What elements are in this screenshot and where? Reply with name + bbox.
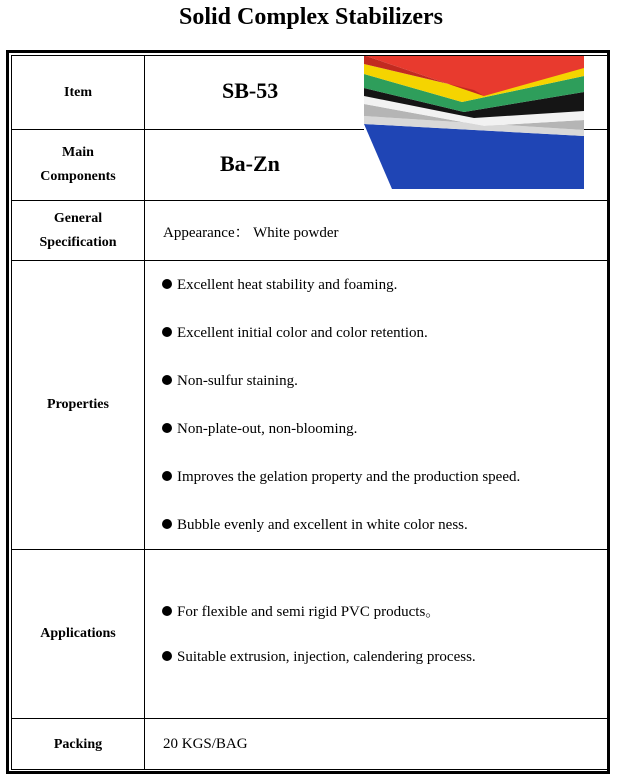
- property-item: Non-sulfur staining.: [162, 373, 298, 390]
- property-item: Bubble evenly and excellent in white color ness.: [162, 517, 468, 534]
- page-title: Solid Complex Stabilizers: [178, 4, 443, 30]
- packing-label: Packing: [53, 736, 103, 752]
- bullet-icon: [162, 423, 172, 433]
- property-item: Excellent initial color and color retention.: [162, 325, 428, 342]
- packing-value: 20 KGS/BAG: [163, 736, 248, 752]
- property-item: Improves the gelation property and the production speed.: [162, 469, 520, 486]
- general-specification-value: Appearance： White powder: [163, 225, 339, 241]
- bullet-icon: [162, 651, 172, 661]
- general-specification-label: General Specification: [39, 210, 117, 250]
- application-item: Suitable extrusion, injection, calendering process.: [162, 649, 476, 666]
- bullet-icon: [162, 471, 172, 481]
- bullet-icon: [162, 279, 172, 289]
- bullet-icon: [162, 375, 172, 385]
- property-item: Excellent heat stability and foaming.: [162, 277, 397, 294]
- main-components-value: Ba-Zn: [220, 151, 280, 176]
- item-label: Item: [64, 84, 92, 100]
- property-item: Non-plate-out, non-blooming.: [162, 421, 357, 438]
- bullet-icon: [162, 606, 172, 616]
- main-components-label: Main Components: [40, 145, 116, 184]
- product-sheets-image: [364, 56, 584, 189]
- bullet-icon: [162, 519, 172, 529]
- column-divider: [144, 56, 145, 770]
- application-item: For flexible and semi rigid PVC products。: [162, 600, 440, 621]
- item-value: SB-53: [222, 78, 279, 103]
- bullet-icon: [162, 327, 172, 337]
- properties-label: Properties: [47, 397, 109, 412]
- applications-label: Applications: [40, 626, 116, 641]
